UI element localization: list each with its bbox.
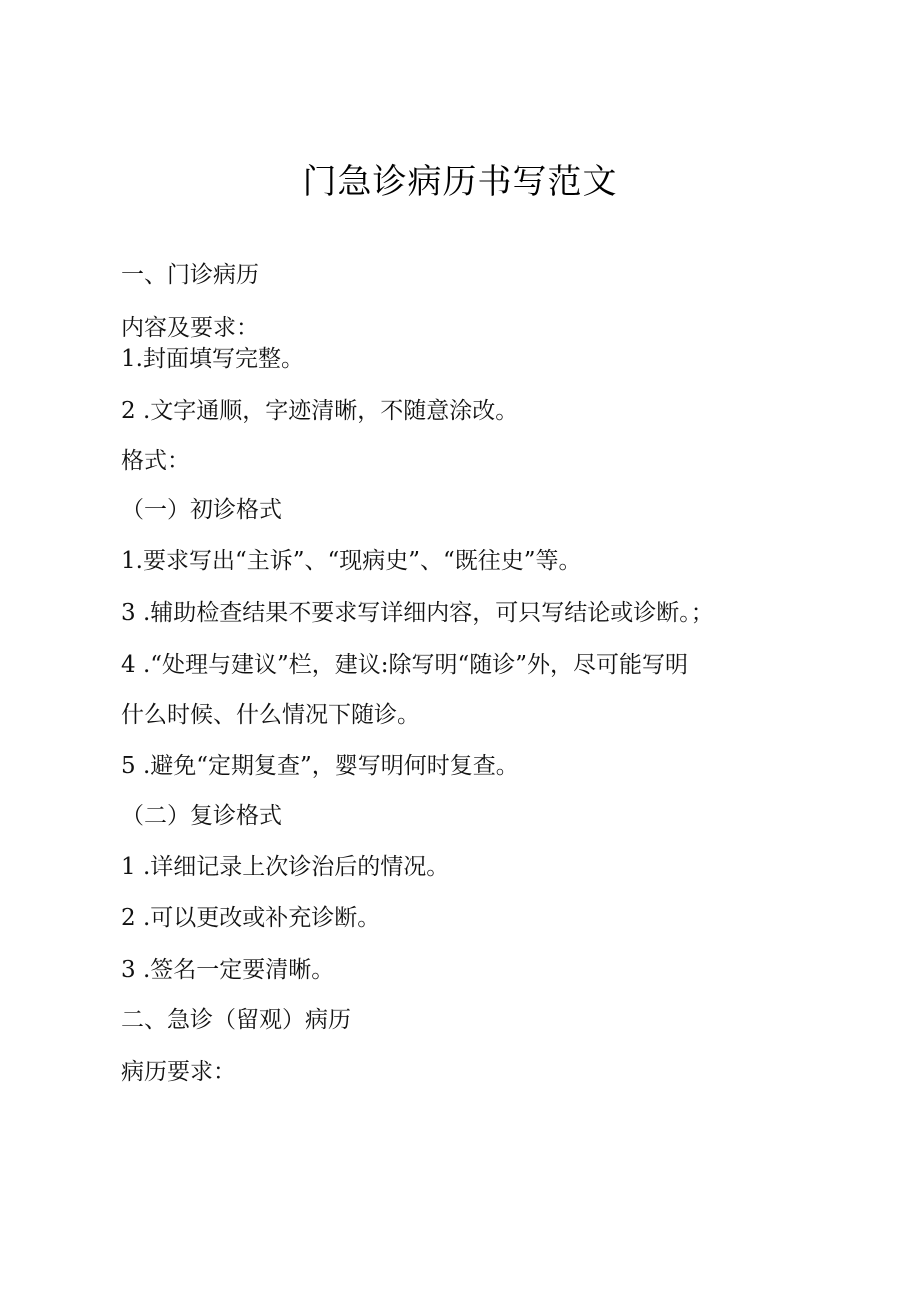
- first-visit-item-3: 3 .辅助检查结果不要求写详细内容，可只写结论或诊断。；: [121, 600, 714, 626]
- section-heading-outpatient: 一、门诊病历: [121, 262, 259, 288]
- follow-up-item-1: 1 .详细记录上次诊治后的情况。: [121, 854, 450, 880]
- subsection-follow-up: （二）复诊格式: [121, 803, 282, 829]
- first-visit-item-4-continued: 什么时候、什么情况下随诊。: [121, 702, 420, 728]
- follow-up-item-3: 3 .签名一定要清晰。: [121, 957, 335, 983]
- follow-up-item-2: 2 .可以更改或补充诊断。: [121, 905, 381, 931]
- document-title: 门急诊病历书写范文: [302, 162, 618, 202]
- first-visit-item-4: 4 .“处理与建议”栏，建议:除写明“随诊”外，尽可能写明: [121, 652, 689, 678]
- requirement-item-1: 1.封面填写完整。: [121, 346, 304, 372]
- section-heading-emergency: 二、急诊（留观）病历: [121, 1007, 351, 1033]
- record-requirements-label: 病历要求：: [121, 1059, 236, 1085]
- requirement-item-2: 2 .文字通顺，字迹清晰，不随意涂改。: [121, 398, 519, 424]
- subsection-first-visit: （一）初诊格式: [121, 497, 282, 523]
- content-requirements-label: 内容及要求：: [121, 315, 259, 341]
- first-visit-item-1: 1.要求写出“主诉”、“现病史”、“既往史”等。: [121, 548, 582, 574]
- format-label: 格式：: [121, 448, 190, 474]
- first-visit-item-5: 5 .避免“定期复查”，婴写明何时复查。: [121, 753, 519, 779]
